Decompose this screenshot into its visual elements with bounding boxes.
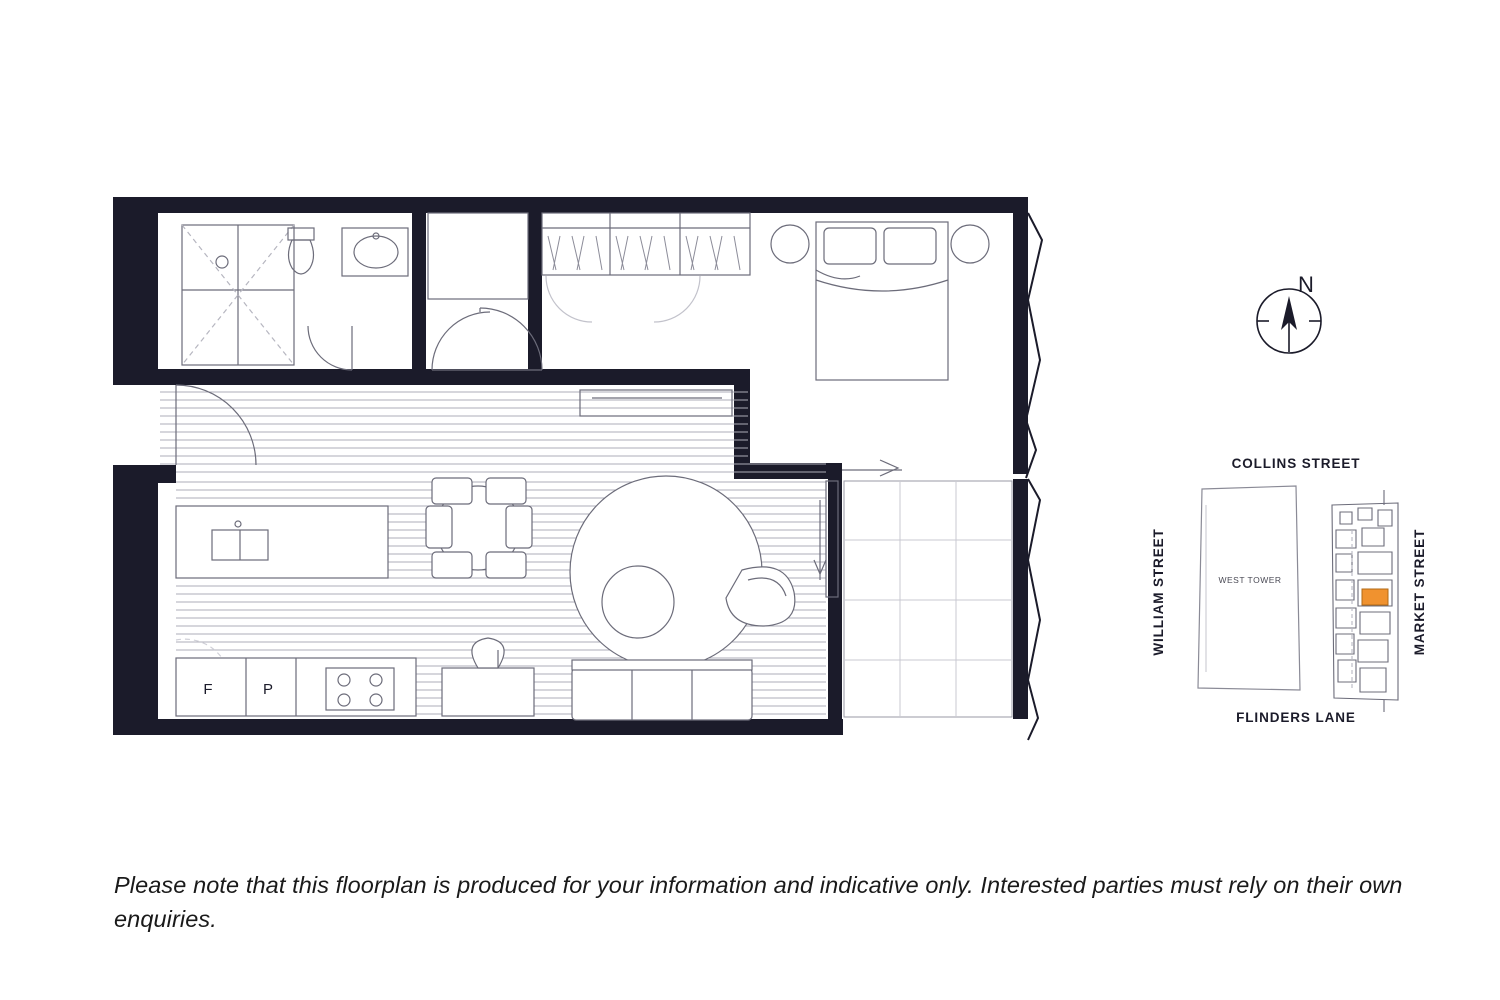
apartment-plan <box>113 197 1042 740</box>
disclaimer-text: Please note that this floorplan is produced for your information and indicative only. Interested parties must rely on their own enquiries. <box>114 872 1403 932</box>
street-label-collins: COLLINS STREET <box>1231 456 1361 471</box>
balcony <box>814 481 1012 717</box>
street-label-market: MARKET STREET <box>1412 528 1427 656</box>
west-tower-label: WEST TOWER <box>1218 575 1282 585</box>
locator-map <box>1151 456 1427 725</box>
dining-set <box>426 478 532 578</box>
bedroom <box>771 222 989 476</box>
north-label: N <box>1298 272 1314 297</box>
west-tower-block <box>1198 486 1300 690</box>
street-label-flinders: FLINDERS LANE <box>1236 710 1356 725</box>
fridge-label: F <box>203 681 213 698</box>
bathroom <box>182 225 408 370</box>
pantry-label: P <box>262 681 274 698</box>
angled-facade <box>1026 213 1042 740</box>
street-label-william: WILLIAM STREET <box>1151 528 1166 656</box>
entry-and-robe <box>176 213 750 465</box>
apartment-highlight <box>1362 589 1388 605</box>
compass-rose <box>1257 272 1321 353</box>
